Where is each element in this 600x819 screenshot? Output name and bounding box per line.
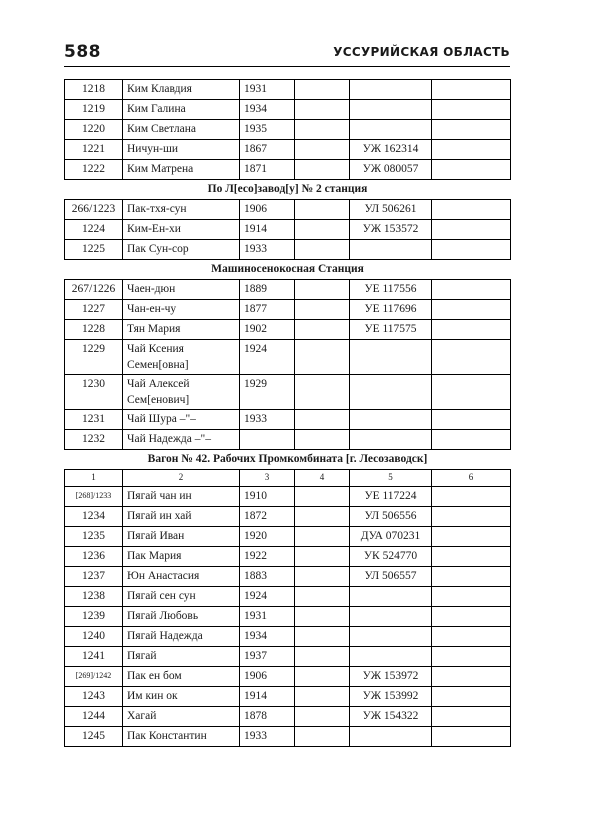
empty-cell <box>295 727 350 747</box>
table-row <box>65 120 511 140</box>
person-name: Пак-тхя-сун <box>123 200 240 220</box>
document-number <box>350 627 432 647</box>
empty-cell <box>432 547 511 567</box>
row-number: 1219 <box>65 100 123 120</box>
running-head: УССУРИЙСКАЯ ОБЛАСТЬ <box>333 45 510 59</box>
row-number: 1225 <box>65 240 123 260</box>
empty-cell <box>295 667 350 687</box>
person-name: Пягай сен сун <box>123 587 240 607</box>
person-name: Пягай ин хай <box>123 507 240 527</box>
person-name: Пягай <box>123 647 240 667</box>
document-number: УЕ 117556 <box>350 280 432 300</box>
person-name: Ким Клавдия <box>123 80 240 100</box>
empty-cell <box>432 300 511 320</box>
birth-year: 1914 <box>240 687 295 707</box>
birth-year: 1922 <box>240 547 295 567</box>
row-number: 1218 <box>65 80 123 100</box>
document-number: УЛ 506557 <box>350 567 432 587</box>
table-row <box>65 300 511 320</box>
empty-cell <box>295 687 350 707</box>
empty-cell <box>432 200 511 220</box>
document-number: УЕ 117224 <box>350 487 432 507</box>
row-number: 1231 <box>65 410 123 430</box>
row-number: 1221 <box>65 140 123 160</box>
empty-cell <box>432 140 511 160</box>
document-number <box>350 607 432 627</box>
table-row <box>65 567 511 587</box>
table-row <box>65 547 511 567</box>
row-number: 1245 <box>65 727 123 747</box>
table-row <box>65 320 511 340</box>
row-number: 267/1226 <box>65 280 123 300</box>
person-name: Чай Алексей Сем[енович] <box>123 375 240 410</box>
empty-cell <box>432 527 511 547</box>
header-rule <box>64 66 510 67</box>
empty-cell <box>295 627 350 647</box>
person-name: Ким Галина <box>123 100 240 120</box>
person-name: Пягай чан ин <box>123 487 240 507</box>
row-number: 1232 <box>65 430 123 450</box>
birth-year: 1920 <box>240 527 295 547</box>
birth-year: 1910 <box>240 487 295 507</box>
empty-cell <box>295 100 350 120</box>
row-number: 1224 <box>65 220 123 240</box>
section-heading-row <box>65 180 511 200</box>
table-row <box>65 200 511 220</box>
birth-year: 1871 <box>240 160 295 180</box>
person-name: Чаен-дюн <box>123 280 240 300</box>
person-name: Пягай Надежда <box>123 627 240 647</box>
table-row <box>65 430 511 450</box>
document-number: УЖ 153992 <box>350 687 432 707</box>
person-name: Юн Анастасия <box>123 567 240 587</box>
document-number: УЛ 506261 <box>350 200 432 220</box>
person-name: Пак Константин <box>123 727 240 747</box>
table-row <box>65 587 511 607</box>
empty-cell <box>295 707 350 727</box>
section-heading-row <box>65 450 511 470</box>
table-row <box>65 100 511 120</box>
birth-year: 1914 <box>240 220 295 240</box>
birth-year <box>240 430 295 450</box>
birth-year: 1906 <box>240 667 295 687</box>
table-row <box>65 527 511 547</box>
empty-cell <box>432 240 511 260</box>
document-number <box>350 430 432 450</box>
person-name: Чай Ксения Семен[овна] <box>123 340 240 375</box>
birth-year: 1937 <box>240 647 295 667</box>
empty-cell <box>432 627 511 647</box>
empty-cell <box>295 220 350 240</box>
column-number: 1 <box>65 470 123 487</box>
document-number: ДУА 070231 <box>350 527 432 547</box>
row-number: 1239 <box>65 607 123 627</box>
empty-cell <box>432 280 511 300</box>
empty-cell <box>432 607 511 627</box>
row-number: 1222 <box>65 160 123 180</box>
birth-year: 1883 <box>240 567 295 587</box>
table-row <box>65 647 511 667</box>
person-name: Хагай <box>123 707 240 727</box>
document-number: УЖ 153572 <box>350 220 432 240</box>
empty-cell <box>295 200 350 220</box>
column-number: 4 <box>295 470 350 487</box>
empty-cell <box>432 587 511 607</box>
person-name: Ким Светлана <box>123 120 240 140</box>
person-name: Чай Надежда –"– <box>123 430 240 450</box>
empty-cell <box>432 340 511 375</box>
column-number: 2 <box>123 470 240 487</box>
empty-cell <box>432 160 511 180</box>
person-name: Пак Мария <box>123 547 240 567</box>
empty-cell <box>432 567 511 587</box>
empty-cell <box>295 607 350 627</box>
page-number: 588 <box>64 42 101 62</box>
section-title: Вагон № 42. Рабочих Промкомбината [г. Лесозаводск] <box>65 450 511 470</box>
table-body <box>65 80 511 747</box>
column-number-row <box>65 470 511 487</box>
section-heading-row <box>65 260 511 280</box>
document-number <box>350 410 432 430</box>
document-number: УЕ 117696 <box>350 300 432 320</box>
birth-year: 1931 <box>240 607 295 627</box>
person-name: Ким Матрена <box>123 160 240 180</box>
table-row <box>65 375 511 410</box>
document-number: УЖ 080057 <box>350 160 432 180</box>
empty-cell <box>432 430 511 450</box>
document-number <box>350 100 432 120</box>
row-number: 1241 <box>65 647 123 667</box>
empty-cell <box>432 100 511 120</box>
deportation-list-table <box>64 79 511 747</box>
person-name: Тян Мария <box>123 320 240 340</box>
document-number: УЕ 117575 <box>350 320 432 340</box>
row-number: 1227 <box>65 300 123 320</box>
birth-year: 1889 <box>240 280 295 300</box>
empty-cell <box>295 320 350 340</box>
empty-cell <box>295 547 350 567</box>
person-name: Пак Сун-сор <box>123 240 240 260</box>
empty-cell <box>295 410 350 430</box>
empty-cell <box>432 507 511 527</box>
document-number: УК 524770 <box>350 547 432 567</box>
empty-cell <box>432 410 511 430</box>
empty-cell <box>432 667 511 687</box>
row-number: 1229 <box>65 340 123 375</box>
document-number <box>350 375 432 410</box>
table-row <box>65 627 511 647</box>
document-number <box>350 727 432 747</box>
empty-cell <box>432 707 511 727</box>
document-number <box>350 80 432 100</box>
document-number: УЛ 506556 <box>350 507 432 527</box>
document-number <box>350 340 432 375</box>
birth-year: 1877 <box>240 300 295 320</box>
empty-cell <box>432 80 511 100</box>
row-number: 1234 <box>65 507 123 527</box>
table-row <box>65 140 511 160</box>
empty-cell <box>432 120 511 140</box>
empty-cell <box>295 340 350 375</box>
row-number: 266/1223 <box>65 200 123 220</box>
birth-year: 1931 <box>240 80 295 100</box>
row-number: 1236 <box>65 547 123 567</box>
birth-year: 1924 <box>240 340 295 375</box>
person-name: Чан-ен-чу <box>123 300 240 320</box>
document-number <box>350 120 432 140</box>
row-number: 1228 <box>65 320 123 340</box>
empty-cell <box>295 647 350 667</box>
table-row <box>65 727 511 747</box>
birth-year: 1929 <box>240 375 295 410</box>
document-number <box>350 647 432 667</box>
table-row <box>65 220 511 240</box>
empty-cell <box>432 220 511 240</box>
table-row <box>65 80 511 100</box>
person-name: Ким-Ен-хи <box>123 220 240 240</box>
empty-cell <box>295 240 350 260</box>
empty-cell <box>432 487 511 507</box>
birth-year: 1935 <box>240 120 295 140</box>
empty-cell <box>432 375 511 410</box>
empty-cell <box>295 280 350 300</box>
table-row <box>65 240 511 260</box>
table-row <box>65 707 511 727</box>
table-row <box>65 340 511 375</box>
table-row <box>65 607 511 627</box>
empty-cell <box>295 527 350 547</box>
empty-cell <box>432 687 511 707</box>
birth-year: 1933 <box>240 727 295 747</box>
table-row <box>65 507 511 527</box>
person-name: Чай Шура –"– <box>123 410 240 430</box>
row-number: 1237 <box>65 567 123 587</box>
table-row <box>65 280 511 300</box>
row-number: 1238 <box>65 587 123 607</box>
row-number: 1235 <box>65 527 123 547</box>
person-name: Пягай Любовь <box>123 607 240 627</box>
person-name: Пак ен бом <box>123 667 240 687</box>
row-number: 1240 <box>65 627 123 647</box>
row-number: [269]/1242 <box>65 667 123 687</box>
empty-cell <box>295 300 350 320</box>
row-number: 1230 <box>65 375 123 410</box>
column-number: 5 <box>350 470 432 487</box>
empty-cell <box>432 647 511 667</box>
table-row <box>65 487 511 507</box>
birth-year: 1924 <box>240 587 295 607</box>
birth-year: 1933 <box>240 240 295 260</box>
row-number: 1243 <box>65 687 123 707</box>
empty-cell <box>295 587 350 607</box>
empty-cell <box>295 80 350 100</box>
empty-cell <box>295 160 350 180</box>
empty-cell <box>295 140 350 160</box>
person-name: Им кин ок <box>123 687 240 707</box>
person-name: Пягай Иван <box>123 527 240 547</box>
empty-cell <box>432 727 511 747</box>
birth-year: 1934 <box>240 627 295 647</box>
row-number: [268]/1233 <box>65 487 123 507</box>
table-row <box>65 667 511 687</box>
empty-cell <box>432 320 511 340</box>
birth-year: 1878 <box>240 707 295 727</box>
empty-cell <box>295 120 350 140</box>
document-number: УЖ 162314 <box>350 140 432 160</box>
document-number <box>350 587 432 607</box>
table-row <box>65 410 511 430</box>
row-number: 1220 <box>65 120 123 140</box>
birth-year: 1906 <box>240 200 295 220</box>
person-name: Ничун-ши <box>123 140 240 160</box>
document-number <box>350 240 432 260</box>
column-number: 6 <box>432 470 511 487</box>
birth-year: 1933 <box>240 410 295 430</box>
empty-cell <box>295 375 350 410</box>
empty-cell <box>295 567 350 587</box>
empty-cell <box>295 507 350 527</box>
empty-cell <box>295 430 350 450</box>
birth-year: 1867 <box>240 140 295 160</box>
section-title: Машиносенокосная Станция <box>65 260 511 280</box>
empty-cell <box>295 487 350 507</box>
birth-year: 1872 <box>240 507 295 527</box>
birth-year: 1934 <box>240 100 295 120</box>
document-number: УЖ 153972 <box>350 667 432 687</box>
row-number: 1244 <box>65 707 123 727</box>
section-title: По Л[есо]завод[у] № 2 станция <box>65 180 511 200</box>
document-number: УЖ 154322 <box>350 707 432 727</box>
column-number: 3 <box>240 470 295 487</box>
birth-year: 1902 <box>240 320 295 340</box>
table-row <box>65 687 511 707</box>
table-row <box>65 160 511 180</box>
